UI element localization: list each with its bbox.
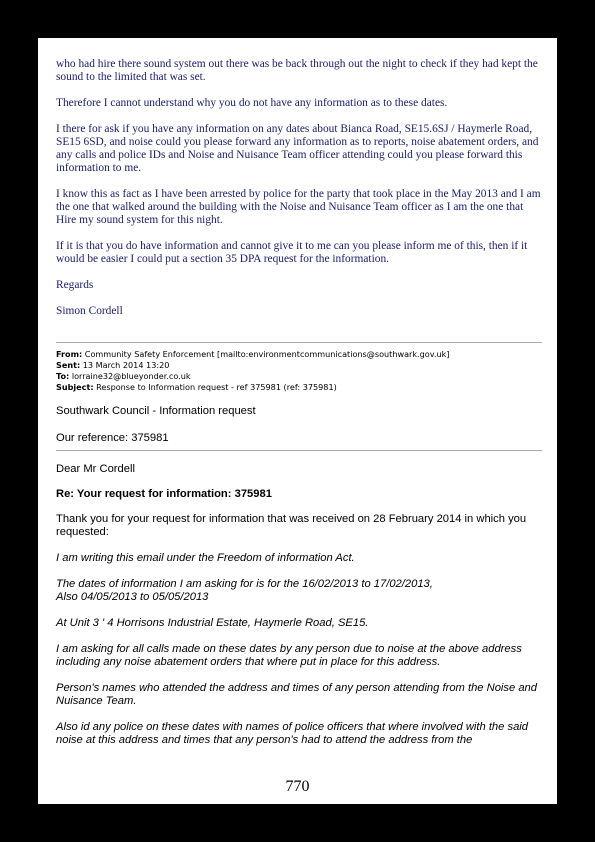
- request-quote-4: I am asking for all calls made on these dates by any person due to noise at the above address including any noise abatement orders that where put in place for this address.: [56, 643, 522, 668]
- to-value: lorraine32@blueyonder.co.uk: [69, 371, 191, 381]
- request-quote-3: At Unit 3 ' 4 Horrisons Industrial Estate, Haymerle Road, SE15.: [56, 617, 369, 629]
- request-quote-6: Also id any police on these dates with names of police officers that where involved with the said noise at this address and times that any person's had to attend the address from the: [56, 721, 528, 746]
- council-line: Southwark Council - Information request: [56, 405, 256, 417]
- from-label: From:: [56, 349, 83, 359]
- sent-row: [56, 360, 542, 371]
- request-quote-2b: Also 04/05/2013 to 05/05/2013: [56, 591, 209, 603]
- reference-line: Our reference: 375981: [56, 432, 169, 444]
- body-paragraph-1: who had hire there sound system out there was be back through out the night to check if they had kept the sound to the limited that was set.: [56, 58, 538, 83]
- to-row: [56, 371, 542, 382]
- signature: Simon Cordell: [56, 305, 123, 317]
- re-line: Re: Your request for information: 375981: [56, 488, 272, 500]
- reply-divider: [56, 450, 542, 451]
- email-header: [56, 349, 542, 393]
- request-quote-1: I am writing this email under the Freedom of information Act.: [56, 552, 355, 564]
- subject-row: [56, 382, 542, 393]
- body-paragraph-3: I there for ask if you have any information on any dates about Bianca Road, SE15.6SJ / Haymerle Road, SE15 6SD, and noise could you please forward any information as to reports, noise abatement orders, and any calls and police IDs and Noise and Nuisance Team officer attending could you please forward this information to me.: [56, 123, 539, 174]
- request-quote-2a: The dates of information I am asking for is for the 16/02/2013 to 17/02/2013,: [56, 578, 433, 590]
- document-page: [38, 38, 557, 804]
- body-paragraph-4: I know this as fact as I have been arrested by police for the party that took place in the May 2013 and I am the one that walked around the building with the Noise and Nuisance Team officer as I am the one that Hire my sound system for this night.: [56, 188, 541, 226]
- sent-value: 13 March 2014 13:20: [80, 360, 170, 370]
- from-row: [56, 349, 542, 360]
- page-number: 770: [285, 778, 310, 795]
- intro-paragraph: Thank you for your request for information that was received on 28 February 2014 in which you requested:: [56, 513, 527, 538]
- page-content: [56, 58, 542, 747]
- request-quote-5: Person's names who attended the address and times of any person attending from the Noise and Nuisance Team.: [56, 682, 538, 707]
- header-divider: [56, 342, 542, 343]
- from-value: Community Safety Enforcement [mailto:environmentcommunications@southwark.gov.uk]: [82, 349, 450, 359]
- subject-label: Subject:: [56, 382, 94, 392]
- greeting: Dear Mr Cordell: [56, 463, 135, 475]
- to-label: To:: [56, 371, 70, 381]
- body-paragraph-5: If it is that you do have information and cannot give it to me can you please inform me of this, then if it would be easier I could put a section 35 DPA request for the information.: [56, 240, 528, 265]
- body-paragraph-2: Therefore I cannot understand why you do not have any information as to these dates.: [56, 97, 448, 109]
- subject-value: Response to Information request - ref 375981 (ref: 375981): [93, 382, 337, 392]
- sent-label: Sent:: [56, 360, 81, 370]
- closing: Regards: [56, 279, 94, 291]
